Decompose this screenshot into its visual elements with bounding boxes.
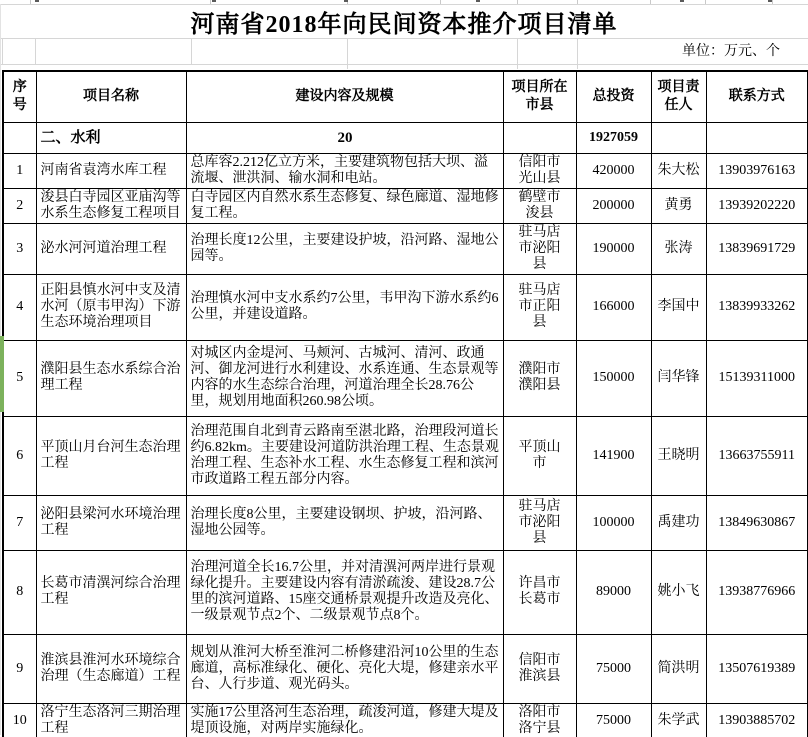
cell-contact[interactable]: 15139311000 (706, 340, 808, 416)
cell-contact[interactable]: 13938776966 (706, 550, 808, 634)
cell-investment[interactable]: 75000 (576, 634, 651, 703)
cell-location[interactable]: 信阳市淮滨县 (503, 634, 576, 703)
clipped-text-fragment (35, 0, 39, 2)
cell-person[interactable]: 王晓明 (651, 416, 706, 495)
table-row (3, 703, 808, 737)
table-row (3, 550, 808, 634)
cell-contact[interactable] (706, 122, 808, 153)
cell-project-name[interactable]: 平顶山月台河生态治理工程 (36, 416, 186, 495)
cell-person[interactable] (651, 122, 706, 153)
cell-content[interactable]: 治理河道全长16.7公里，并对清潩河两岸进行景观绿化提升。主要建设内容有清淤疏浚、建设28.7公里的滨河道路、15座交通桥景观提升改造及亮化、一级景观节点2个、二级景观节点8个。 (186, 550, 503, 634)
page-title: 河南省2018年向民间资本推介项目清单 (190, 11, 618, 38)
cell-project-name[interactable]: 浚县白寺园区亚庙沟等水系生态修复工程项目 (36, 188, 186, 223)
cell-content[interactable]: 规划从淮河大桥至淮河二桥修建沿河10公里的生态廊道，高标准绿化、硬化、亮化大堤，修建亲水平台、人行步道、观光码头。 (186, 634, 503, 703)
cell-contact[interactable]: 13849630867 (706, 495, 808, 550)
table-row (3, 416, 808, 495)
column-header-seq[interactable]: 序号 (3, 71, 36, 122)
cell-person[interactable]: 禹建功 (651, 495, 706, 550)
cell-person[interactable]: 简洪明 (651, 634, 706, 703)
cell-contact[interactable]: 13939202220 (706, 188, 808, 223)
cell-investment[interactable]: 166000 (576, 274, 651, 340)
cell-project-name[interactable]: 正阳县慎水河中支及清水河（原韦甲沟）下游生态环境治理项目 (36, 274, 186, 340)
cell-content[interactable]: 白寺园区内自然水系生态修复、绿色廊道、湿地修复工程。 (186, 188, 503, 223)
cell-location[interactable]: 鹤壁市浚县 (503, 188, 576, 223)
cell-seq[interactable]: 10 (3, 703, 36, 737)
cell-location[interactable]: 驻马店市泌阳县 (503, 495, 576, 550)
cell-investment[interactable]: 89000 (576, 550, 651, 634)
cell-investment[interactable]: 100000 (576, 495, 651, 550)
cell-person[interactable]: 张涛 (651, 223, 706, 274)
clipped-text-fragment (212, 0, 216, 2)
table-row (3, 634, 808, 703)
cell-location[interactable]: 平顶山市 (503, 416, 576, 495)
row-selection-indicator (0, 336, 4, 412)
column-header-location[interactable]: 项目所在市县 (503, 71, 576, 122)
column-header-content[interactable]: 建设内容及规模 (186, 71, 503, 122)
table-row (3, 223, 808, 274)
table-row-selected (3, 340, 808, 416)
cell-location[interactable]: 信阳市光山县 (503, 153, 576, 188)
cell-content[interactable]: 总库容2.212亿立方米，主要建筑物包括大坝、溢流堰、泄洪洞、输水洞和电站。 (186, 153, 503, 188)
table-row (3, 188, 808, 223)
cell-contact[interactable]: 13839691729 (706, 223, 808, 274)
cell-investment[interactable]: 420000 (576, 153, 651, 188)
clipped-text-fragment (476, 0, 480, 2)
column-header-contact[interactable]: 联系方式 (706, 71, 808, 122)
cell-project-name[interactable]: 濮阳县生态水系综合治理工程 (36, 340, 186, 416)
cell-content[interactable]: 实施17公里洛河生态治理，疏浚河道，修建大堤及堤顶设施，对两岸实施绿化。 (186, 703, 503, 737)
cell-investment[interactable]: 150000 (576, 340, 651, 416)
cell-location[interactable]: 许昌市长葛市 (503, 550, 576, 634)
cell-person[interactable]: 朱学武 (651, 703, 706, 737)
cell-seq[interactable]: 8 (3, 550, 36, 634)
cell-content[interactable]: 治理范围自北到青云路南至湛北路，治理段河道长约6.82km。主要建设河道防洪治理工程、生态景观治理工程、生态补水工程、水生态修复工程和滨河市政道路工程五部分内容。 (186, 416, 503, 495)
clipped-text-fragment (768, 0, 772, 2)
column-header-name[interactable]: 项目名称 (36, 71, 186, 122)
cell-seq[interactable]: 7 (3, 495, 36, 550)
cell-location[interactable]: 濮阳市濮阳县 (503, 340, 576, 416)
cell-contact[interactable]: 13903976163 (706, 153, 808, 188)
cell-contact[interactable]: 13663755911 (706, 416, 808, 495)
cell-content[interactable]: 治理慎水河中支水系约7公里，韦甲沟下游水系约6公里，并建设道路。 (186, 274, 503, 340)
cell-seq[interactable]: 6 (3, 416, 36, 495)
cell-content[interactable]: 对城区内金堤河、马颊河、古城河、清河、政通河、御龙河进行水利建设、水系连通、生态景观等内容的水生态综合治理，河道治理全长28.76公里，规划用地面积260.98公顷。 (186, 340, 503, 416)
cell-seq[interactable]: 4 (3, 274, 36, 340)
table-row (3, 495, 808, 550)
gridline (0, 64, 808, 65)
cell-investment[interactable]: 200000 (576, 188, 651, 223)
cell-location[interactable]: 洛阳市洛宁县 (503, 703, 576, 737)
cell-person[interactable]: 黄勇 (651, 188, 706, 223)
cell-seq[interactable] (3, 122, 36, 153)
cell-investment[interactable]: 141900 (576, 416, 651, 495)
cell-person[interactable]: 李国中 (651, 274, 706, 340)
cell-content[interactable]: 治理长度12公里，主要建设护坡，沿河路、湿地公园等。 (186, 223, 503, 274)
cell-project-name[interactable]: 泌阳县梁河水环境治理工程 (36, 495, 186, 550)
cell-investment[interactable]: 1927059 (576, 122, 651, 153)
column-header-investment[interactable]: 总投资 (576, 71, 651, 122)
cell-contact[interactable]: 13507619389 (706, 634, 808, 703)
cell-section-title[interactable]: 二、水利 (36, 122, 186, 153)
cell-contact[interactable]: 13839933262 (706, 274, 808, 340)
cell-project-name[interactable]: 河南省袁湾水库工程 (36, 153, 186, 188)
column-header-person[interactable]: 项目责任人 (651, 71, 706, 122)
cell-project-name[interactable]: 淮滨县淮河水环境综合治理（生态廊道）工程 (36, 634, 186, 703)
cell-project-name[interactable]: 泌水河河道治理工程 (36, 223, 186, 274)
cell-seq[interactable]: 9 (3, 634, 36, 703)
table-row (3, 274, 808, 340)
clipped-text-fragment (680, 0, 684, 2)
clipped-text-fragment (344, 0, 348, 2)
cell-location[interactable] (503, 122, 576, 153)
cell-person[interactable]: 朱大松 (651, 153, 706, 188)
section-row (3, 122, 808, 153)
cell-project-name[interactable]: 长葛市清潩河综合治理工程 (36, 550, 186, 634)
table-row (3, 153, 808, 188)
cell-person[interactable]: 姚小飞 (651, 550, 706, 634)
cell-content[interactable]: 治理长度8公里，主要建设钢坝、护坡，沿河路、湿地公园等。 (186, 495, 503, 550)
cell-investment[interactable]: 190000 (576, 223, 651, 274)
cell-investment[interactable]: 75000 (576, 703, 651, 737)
cell-location[interactable]: 驻马店市正阳县 (503, 274, 576, 340)
header-row (3, 71, 808, 122)
cell-seq[interactable]: 3 (3, 223, 36, 274)
project-table (2, 70, 808, 737)
cell-seq[interactable]: 2 (3, 188, 36, 223)
cell-person[interactable]: 闫华锋 (651, 340, 706, 416)
cell-seq[interactable]: 5 (3, 340, 36, 416)
cell-project-name[interactable]: 洛宁生态洛河三期治理工程 (36, 703, 186, 737)
cell-contact[interactable]: 13903885702 (706, 703, 808, 737)
cell-seq[interactable]: 1 (3, 153, 36, 188)
cell-section-count[interactable]: 20 (186, 122, 503, 153)
unit-note: 单位：万元、个 (682, 44, 780, 59)
cell-location[interactable]: 驻马店市泌阳县 (503, 223, 576, 274)
